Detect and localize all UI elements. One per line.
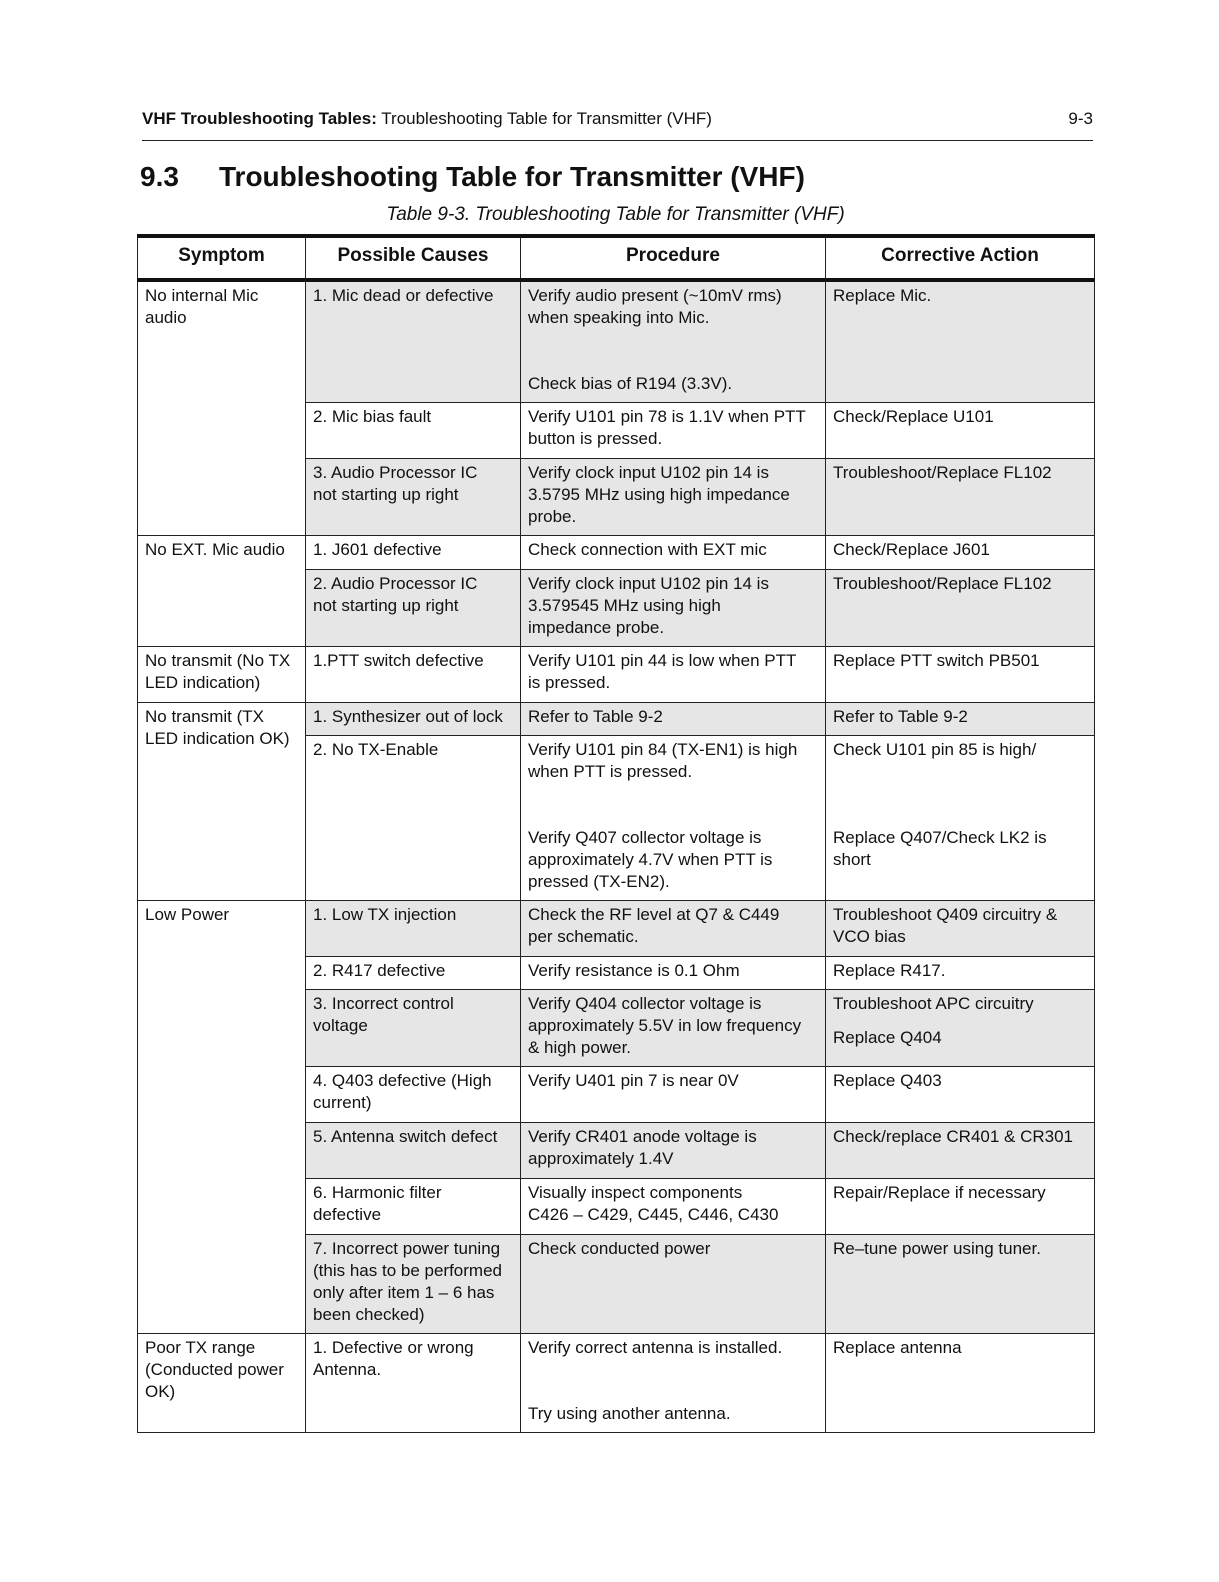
procedure-cell xyxy=(521,536,826,570)
table-row xyxy=(138,703,1095,736)
procedure-cell xyxy=(521,703,826,736)
cell-text: Verify U101 pin 78 is 1.1V when PTT xyxy=(528,407,806,426)
procedure-cell xyxy=(521,1334,826,1433)
cause-cell xyxy=(306,901,521,957)
cell-text: VCO bias xyxy=(833,927,906,946)
cell-text: when speaking into Mic. xyxy=(528,308,710,327)
table-row xyxy=(138,280,1095,403)
section-heading xyxy=(140,160,805,194)
column-header-corrective-action: Corrective Action xyxy=(826,236,1095,280)
cell-text: Low Power xyxy=(145,905,230,924)
cell-text: is pressed. xyxy=(528,673,611,692)
cell-text: 4. Q403 defective (High xyxy=(313,1071,492,1090)
cell-text: LED indication) xyxy=(145,673,261,692)
cell-text: Check U101 pin 85 is high/ xyxy=(833,740,1037,759)
cell-text: approximately 1.4V xyxy=(528,1149,674,1168)
cell-text: not starting up right xyxy=(313,485,459,504)
column-header-procedure: Procedure xyxy=(521,236,826,280)
cell-text: 7. Incorrect power tuning xyxy=(313,1239,501,1258)
cell-text: Re–tune power using tuner. xyxy=(833,1239,1041,1258)
cell-text: Try using another antenna. xyxy=(528,1404,731,1423)
action-cell xyxy=(826,1334,1095,1433)
cell-text: short xyxy=(833,850,871,869)
symptom-cell xyxy=(138,703,306,901)
cause-cell xyxy=(306,647,521,703)
cell-text: Troubleshoot APC circuitry xyxy=(833,994,1034,1013)
cell-text: 2. No TX-Enable xyxy=(313,740,439,759)
cause-cell xyxy=(306,990,521,1067)
action-cell xyxy=(826,957,1095,990)
cell-text: Verify U401 pin 7 is near 0V xyxy=(528,1071,739,1090)
cell-text: Verify correct antenna is installed. xyxy=(528,1338,783,1357)
symptom-cell xyxy=(138,901,306,1334)
action-cell xyxy=(826,280,1095,403)
cell-text: Check/replace CR401 & CR301 xyxy=(833,1127,1074,1146)
cause-cell xyxy=(306,1334,521,1433)
cause-cell xyxy=(306,1235,521,1334)
troubleshooting-table xyxy=(137,234,1095,1433)
procedure-cell xyxy=(521,957,826,990)
cause-cell xyxy=(306,403,521,459)
procedure-cell xyxy=(521,736,826,901)
cell-text: 2. Mic bias fault xyxy=(313,407,432,426)
cell-text: Refer to Table 9-2 xyxy=(833,707,968,726)
action-cell xyxy=(826,459,1095,536)
action-cell xyxy=(826,403,1095,459)
cause-cell xyxy=(306,1067,521,1123)
cell-text: C426 – C429, C445, C446, C430 xyxy=(528,1205,779,1224)
cell-text: & high power. xyxy=(528,1038,632,1057)
cell-text: Poor TX range xyxy=(145,1338,256,1357)
running-header-chapter: VHF Troubleshooting Tables: xyxy=(142,109,377,128)
cell-text: audio xyxy=(145,308,187,327)
cell-text: Check bias of R194 (3.3V). xyxy=(528,374,733,393)
cell-text: Verify resistance is 0.1 Ohm xyxy=(528,961,740,980)
action-cell xyxy=(826,1179,1095,1235)
section-number: 9.3 xyxy=(140,161,179,192)
cell-text: Verify U101 pin 84 (TX-EN1) is high xyxy=(528,740,798,759)
table-caption: Table 9-3. Troubleshooting Table for Transmitter (VHF) xyxy=(386,204,845,225)
cell-text: Check/Replace U101 xyxy=(833,407,994,426)
cell-text: Replace Q403 xyxy=(833,1071,942,1090)
cell-text: (Conducted power xyxy=(145,1360,284,1379)
cell-text: 3.5795 MHz using high impedance xyxy=(528,485,790,504)
cell-text: Troubleshoot Q409 circuitry & xyxy=(833,905,1058,924)
cell-text: approximately 4.7V when PTT is xyxy=(528,850,773,869)
action-cell xyxy=(826,1067,1095,1123)
cell-text: defective xyxy=(313,1205,382,1224)
symptom-cell xyxy=(138,536,306,647)
cell-text: Verify CR401 anode voltage is xyxy=(528,1127,757,1146)
cell-text: Check the RF level at Q7 & C449 xyxy=(528,905,780,924)
action-cell xyxy=(826,703,1095,736)
cell-text: when PTT is pressed. xyxy=(528,762,693,781)
cell-text: Verify clock input U102 pin 14 is xyxy=(528,574,769,593)
table-header-row xyxy=(138,236,1095,280)
cell-text: Replace Q404 xyxy=(833,1028,942,1047)
cell-text: No internal Mic xyxy=(145,286,259,305)
cell-text: not starting up right xyxy=(313,596,459,615)
cell-text: pressed (TX-EN2). xyxy=(528,872,670,891)
section-title: Troubleshooting Table for Transmitter (VHF) xyxy=(219,161,805,192)
action-cell xyxy=(826,1235,1095,1334)
procedure-cell xyxy=(521,280,826,403)
cell-text: been checked) xyxy=(313,1305,425,1324)
cell-text: Replace Mic. xyxy=(833,286,932,305)
cell-text: Verify Q404 collector voltage is xyxy=(528,994,762,1013)
cell-text: 6. Harmonic filter xyxy=(313,1183,442,1202)
cell-text: Visually inspect components xyxy=(528,1183,743,1202)
cell-text: 1. Defective or wrong xyxy=(313,1338,474,1357)
cause-cell xyxy=(306,703,521,736)
cell-text: No transmit (No TX xyxy=(145,651,291,670)
cell-text: Replace Q407/Check LK2 is xyxy=(833,828,1047,847)
cell-text: Replace PTT switch PB501 xyxy=(833,651,1040,670)
cell-text: probe. xyxy=(528,507,577,526)
cell-text: button is pressed. xyxy=(528,429,663,448)
symptom-cell xyxy=(138,280,306,536)
cell-text: Refer to Table 9-2 xyxy=(528,707,663,726)
procedure-cell xyxy=(521,403,826,459)
procedure-cell xyxy=(521,1179,826,1235)
cause-cell xyxy=(306,280,521,403)
cell-text: Verify U101 pin 44 is low when PTT xyxy=(528,651,797,670)
table-row xyxy=(138,647,1095,703)
cell-text: Antenna. xyxy=(313,1360,382,1379)
cell-text: Check/Replace J601 xyxy=(833,540,990,559)
cell-text: per schematic. xyxy=(528,927,639,946)
running-header-section: Troubleshooting Table for Transmitter (VHF) xyxy=(376,109,712,128)
cell-text: 5. Antenna switch defect xyxy=(313,1127,498,1146)
procedure-cell xyxy=(521,990,826,1067)
cell-text: 3. Audio Processor IC xyxy=(313,463,478,482)
table-row xyxy=(138,901,1095,957)
cell-text: voltage xyxy=(313,1016,368,1035)
cell-text: 1.PTT switch defective xyxy=(313,651,484,670)
page-number: 9-3 xyxy=(1068,109,1093,128)
procedure-cell xyxy=(521,1235,826,1334)
cell-text: OK) xyxy=(145,1382,176,1401)
action-cell xyxy=(826,990,1095,1067)
action-cell xyxy=(826,647,1095,703)
table-row xyxy=(138,1334,1095,1433)
cell-text: Repair/Replace if necessary xyxy=(833,1183,1046,1202)
cause-cell xyxy=(306,736,521,901)
cell-text: Troubleshoot/Replace FL102 xyxy=(833,574,1052,593)
cell-text: Replace antenna xyxy=(833,1338,962,1357)
cell-text: 3.579545 MHz using high xyxy=(528,596,721,615)
cell-text: approximately 5.5V in low frequency xyxy=(528,1016,802,1035)
cell-text: impedance probe. xyxy=(528,618,665,637)
running-header xyxy=(142,108,1093,130)
cell-text: (this has to be performed xyxy=(313,1261,502,1280)
action-cell xyxy=(826,570,1095,647)
procedure-cell xyxy=(521,459,826,536)
symptom-cell xyxy=(138,1334,306,1433)
cell-text: 1. Low TX injection xyxy=(313,905,457,924)
column-header-symptom: Symptom xyxy=(138,236,306,280)
cell-text: only after item 1 – 6 has xyxy=(313,1283,495,1302)
cause-cell xyxy=(306,957,521,990)
cell-text: Check connection with EXT mic xyxy=(528,540,767,559)
cell-text: 1. Mic dead or defective xyxy=(313,286,494,305)
action-cell xyxy=(826,901,1095,957)
action-cell xyxy=(826,1123,1095,1179)
cell-text: Verify Q407 collector voltage is xyxy=(528,828,762,847)
procedure-cell xyxy=(521,1123,826,1179)
cell-text: LED indication OK) xyxy=(145,729,290,748)
cell-text: Replace R417. xyxy=(833,961,946,980)
cell-text: 2. Audio Processor IC xyxy=(313,574,478,593)
cell-text: 2. R417 defective xyxy=(313,961,446,980)
cause-cell xyxy=(306,459,521,536)
cell-text: 1. Synthesizer out of lock xyxy=(313,707,503,726)
cause-cell xyxy=(306,536,521,570)
procedure-cell xyxy=(521,570,826,647)
symptom-cell xyxy=(138,647,306,703)
cell-text: No transmit (TX xyxy=(145,707,265,726)
cell-text: 1. J601 defective xyxy=(313,540,442,559)
cell-text: Verify audio present (~10mV rms) xyxy=(528,286,782,305)
table-row xyxy=(138,536,1095,570)
procedure-cell xyxy=(521,901,826,957)
cell-text: No EXT. Mic audio xyxy=(145,540,285,559)
cause-cell xyxy=(306,570,521,647)
cell-text: 3. Incorrect control xyxy=(313,994,454,1013)
action-cell xyxy=(826,536,1095,570)
column-header-possible-causes: Possible Causes xyxy=(306,236,521,280)
procedure-cell xyxy=(521,647,826,703)
cell-text: current) xyxy=(313,1093,372,1112)
header-rule xyxy=(142,140,1093,141)
cause-cell xyxy=(306,1123,521,1179)
cause-cell xyxy=(306,1179,521,1235)
cell-text: Check conducted power xyxy=(528,1239,711,1258)
procedure-cell xyxy=(521,1067,826,1123)
cell-text: Verify clock input U102 pin 14 is xyxy=(528,463,769,482)
action-cell xyxy=(826,736,1095,901)
cell-text: Troubleshoot/Replace FL102 xyxy=(833,463,1052,482)
